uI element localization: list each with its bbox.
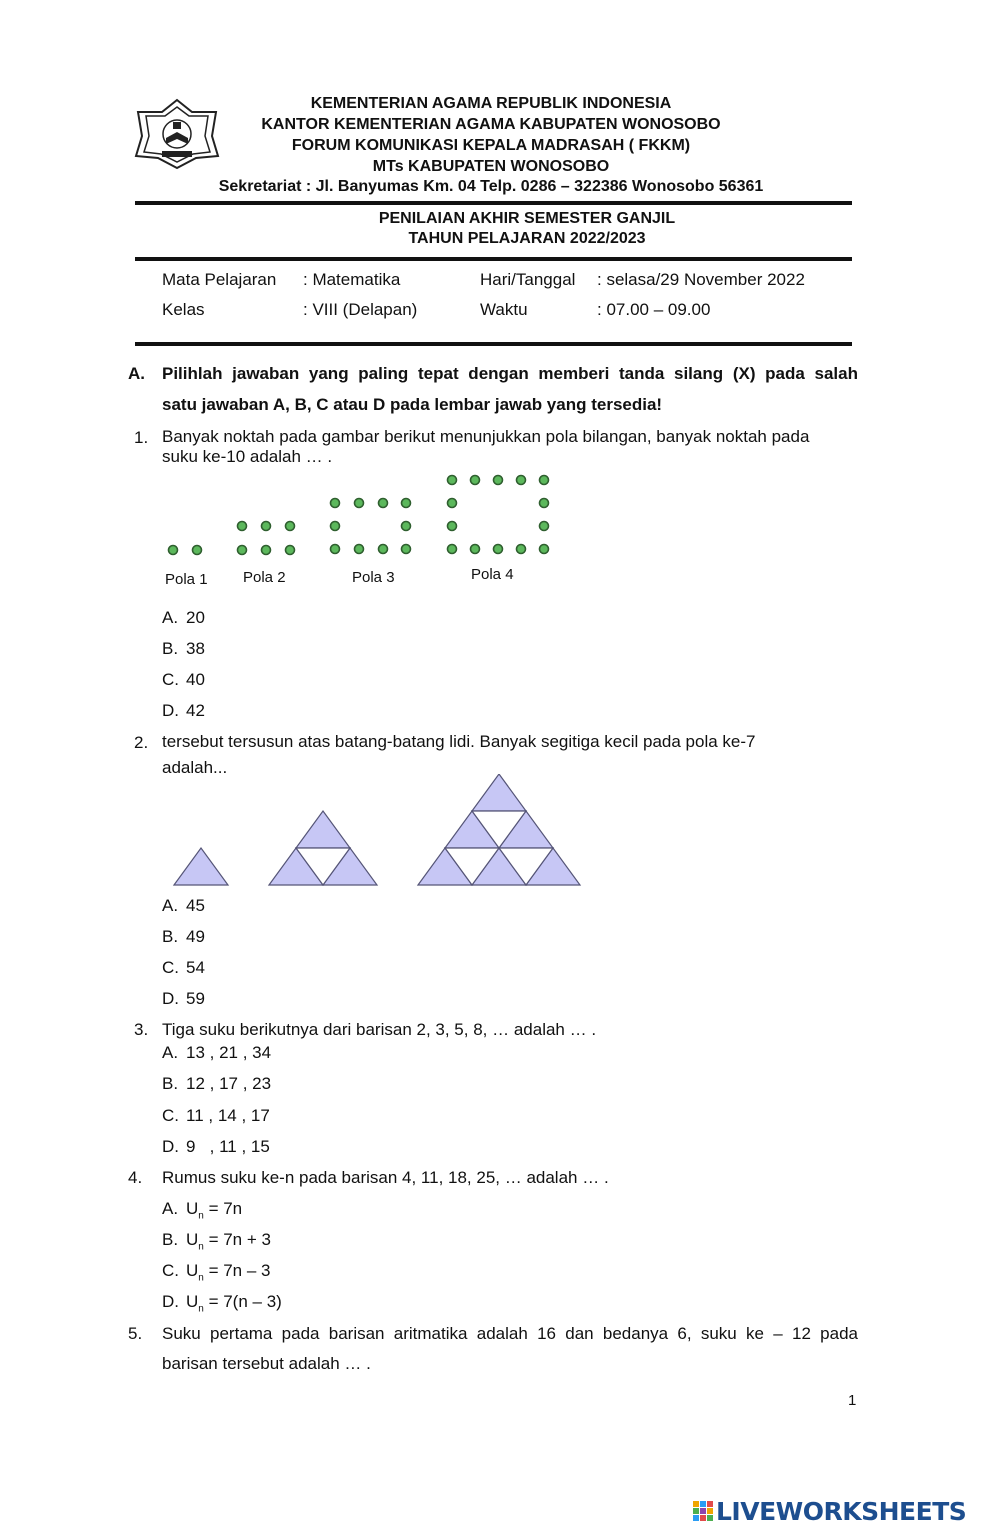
- q4-option-b[interactable]: [162, 1230, 271, 1257]
- option-letter: D.: [162, 989, 179, 1008]
- q3-text: Tiga suku berikutnya dari barisan 2, 3, 5, 8, … adalah … .: [162, 1020, 597, 1039]
- option-letter: A.: [162, 608, 179, 627]
- q3-option-a[interactable]: [162, 1043, 271, 1063]
- option-sub: n: [198, 1303, 204, 1315]
- option-var: U: [186, 1292, 199, 1311]
- q1-text-1: Banyak noktah pada gambar berikut menunjukkan pola bilangan, banyak noktah pada: [162, 427, 810, 446]
- pola-3-dot: [355, 499, 364, 508]
- option-text: = 7n – 3: [203, 1261, 271, 1280]
- option-letter: D.: [162, 1137, 179, 1156]
- option-letter: B.: [162, 1230, 179, 1249]
- q5-text-1: Suku pertama pada barisan aritmatika adalah 16 dan bedanya 6, suku ke – 12 pada: [162, 1324, 858, 1343]
- pola-2-dot: [262, 522, 271, 531]
- q1-option-b[interactable]: [162, 639, 205, 659]
- option-letter: C.: [162, 670, 179, 689]
- option-text: = 7(n – 3): [203, 1292, 282, 1311]
- q1-option-c[interactable]: [162, 670, 205, 690]
- option-text: = 7n: [203, 1199, 243, 1218]
- option-sub: n: [198, 1241, 204, 1253]
- option-letter: B.: [162, 1074, 179, 1093]
- option-var: U: [186, 1199, 199, 1218]
- pola-4-dot: [448, 499, 457, 508]
- q4-number: 4.: [128, 1168, 143, 1187]
- section-instruction-2: satu jawaban A, B, C atau D pada lembar jawab yang tersedia!: [162, 395, 663, 414]
- option-text: 45: [186, 896, 205, 915]
- option-text: = 7n + 3: [203, 1230, 271, 1249]
- pola-4-dot: [494, 545, 503, 554]
- option-text: 59: [186, 989, 205, 1008]
- section-letter: A.: [128, 364, 145, 383]
- pola-4-dot: [540, 522, 549, 531]
- pola-4-dot: [540, 545, 549, 554]
- pola-3-dot: [355, 545, 364, 554]
- pola-4-dot: [494, 476, 503, 485]
- option-letter: B.: [162, 927, 179, 946]
- date-value: : selasa/29 November 2022: [597, 270, 805, 289]
- q2-option-d[interactable]: [162, 989, 205, 1009]
- option-letter: D.: [162, 701, 179, 720]
- q2-text-2: adalah...: [162, 758, 228, 777]
- pola-4-dot: [540, 476, 549, 485]
- option-text: 38: [186, 639, 205, 658]
- brand-name: LIVEWORKSHEETS: [716, 1496, 967, 1526]
- option-letter: C.: [162, 1106, 179, 1125]
- q2-text-1: tersebut tersusun atas batang-batang lidi. Banyak segitiga kecil pada pola ke-7: [162, 732, 756, 751]
- pola-4-dot: [448, 522, 457, 531]
- title-divider: [135, 257, 852, 261]
- q5-text-2: barisan tersebut adalah … .: [162, 1354, 371, 1373]
- q2-option-c[interactable]: [162, 958, 205, 978]
- q4-text: Rumus suku ke-n pada barisan 4, 11, 18, 25, … adalah … .: [162, 1168, 609, 1187]
- class-value: : VIII (Delapan): [303, 300, 418, 319]
- pola-1-dot: [193, 546, 202, 555]
- q2-option-a[interactable]: [162, 896, 205, 916]
- page-number: 1: [848, 1392, 857, 1409]
- pola-2-dot: [238, 522, 247, 531]
- pola-2-dot: [238, 546, 247, 555]
- q1-option-a[interactable]: [162, 608, 205, 628]
- subject-value: : Matematika: [303, 270, 401, 289]
- q3-option-d[interactable]: [162, 1137, 270, 1157]
- pola-3-dot: [402, 522, 411, 531]
- option-sub: n: [198, 1272, 204, 1284]
- option-sub: n: [198, 1210, 204, 1222]
- pola-4-dot: [448, 476, 457, 485]
- q1-text-2: suku ke-10 adalah … .: [162, 447, 333, 466]
- pola-3-dot: [379, 499, 388, 508]
- header-divider: [135, 201, 852, 205]
- pola-3-dot: [379, 545, 388, 554]
- option-letter: A.: [162, 896, 179, 915]
- q1-number: 1.: [134, 428, 149, 447]
- q2-number: 2.: [134, 733, 149, 752]
- q2-triangle-pattern: [168, 774, 588, 890]
- pola-3-dot: [331, 499, 340, 508]
- pola-4-dot: [540, 499, 549, 508]
- option-var: U: [186, 1261, 199, 1280]
- date-label: Hari/Tanggal: [480, 270, 576, 289]
- pattern-2-up-triangle: [296, 811, 350, 848]
- option-letter: A.: [162, 1043, 179, 1062]
- header-office: KANTOR KEMENTERIAN AGAMA KABUPATEN WONOSOBO: [261, 116, 721, 133]
- q1-pola-1-label: Pola 1: [165, 571, 208, 588]
- pola-2-dot: [262, 546, 271, 555]
- q3-option-c[interactable]: [162, 1106, 270, 1126]
- option-letter: A.: [162, 1199, 179, 1218]
- pola-3-dot: [331, 545, 340, 554]
- option-letter: D.: [162, 1292, 179, 1311]
- option-text: 54: [186, 958, 205, 977]
- meta-divider: [135, 342, 852, 346]
- q4-option-a[interactable]: [162, 1199, 242, 1226]
- exam-year: TAHUN PELAJARAN 2022/2023: [408, 230, 646, 247]
- brand-logo: [692, 1496, 966, 1526]
- option-letter: C.: [162, 1261, 179, 1280]
- pattern-3-up-triangle: [472, 774, 526, 811]
- q4-option-c[interactable]: [162, 1261, 270, 1288]
- option-letter: C.: [162, 958, 179, 977]
- option-text: 20: [186, 608, 205, 627]
- pola-3-dot: [331, 522, 340, 531]
- header-forum: FORUM KOMUNIKASI KEPALA MADRASAH ( FKKM): [291, 137, 691, 154]
- pola-2-dot: [286, 546, 295, 555]
- option-text: 12 , 17 , 23: [186, 1074, 272, 1093]
- header-ministry: KEMENTERIAN AGAMA REPUBLIK INDONESIA: [310, 95, 672, 112]
- exam-title: PENILAIAN AKHIR SEMESTER GANJIL: [378, 210, 676, 227]
- pola-1-dot: [169, 546, 178, 555]
- pola-4-dot: [517, 545, 526, 554]
- header-address: Sekretariat : Jl. Banyumas Km. 04 Telp. 0286 – 322386 Wonosobo 56361: [218, 178, 764, 195]
- option-text: 40: [186, 670, 205, 689]
- pola-4-dot: [471, 476, 480, 485]
- option-text: 9 , 11 , 15: [186, 1137, 270, 1156]
- time-value: : 07.00 – 09.00: [597, 300, 711, 319]
- q3-option-b[interactable]: [162, 1074, 271, 1094]
- q1-option-d[interactable]: [162, 701, 205, 721]
- q2-option-b[interactable]: [162, 927, 205, 947]
- option-text: 49: [186, 927, 205, 946]
- q1-pola-2-label: Pola 2: [243, 569, 286, 586]
- pola-2-dot: [286, 522, 295, 531]
- pola-4-dot: [471, 545, 480, 554]
- pola-3-dot: [402, 499, 411, 508]
- q1-pola-3-label: Pola 3: [352, 569, 395, 586]
- option-letter: B.: [162, 639, 179, 658]
- q4-option-d[interactable]: [162, 1292, 282, 1319]
- time-label: Waktu: [480, 300, 528, 319]
- option-text: 42: [186, 701, 205, 720]
- option-text: 11 , 14 , 17: [186, 1106, 270, 1125]
- pola-4-dot: [448, 545, 457, 554]
- q5-number: 5.: [128, 1324, 143, 1343]
- option-text: 13 , 21 , 34: [186, 1043, 272, 1062]
- subject-label: Mata Pelajaran: [162, 270, 277, 289]
- section-instruction-1: Pilihlah jawaban yang paling tepat dengan memberi tanda silang (X) pada salah: [162, 364, 858, 383]
- pola-3-dot: [402, 545, 411, 554]
- q1-pola-4-label: Pola 4: [471, 566, 514, 583]
- pattern-1-up-triangle: [174, 848, 228, 885]
- q1-dot-pattern: [150, 462, 570, 562]
- liveworksheets-logo-icon: [692, 1499, 714, 1523]
- class-label: Kelas: [162, 300, 205, 319]
- option-var: U: [186, 1230, 199, 1249]
- pola-4-dot: [517, 476, 526, 485]
- header-school: MTs KABUPATEN WONOSOBO: [372, 158, 610, 175]
- q3-number: 3.: [134, 1020, 149, 1039]
